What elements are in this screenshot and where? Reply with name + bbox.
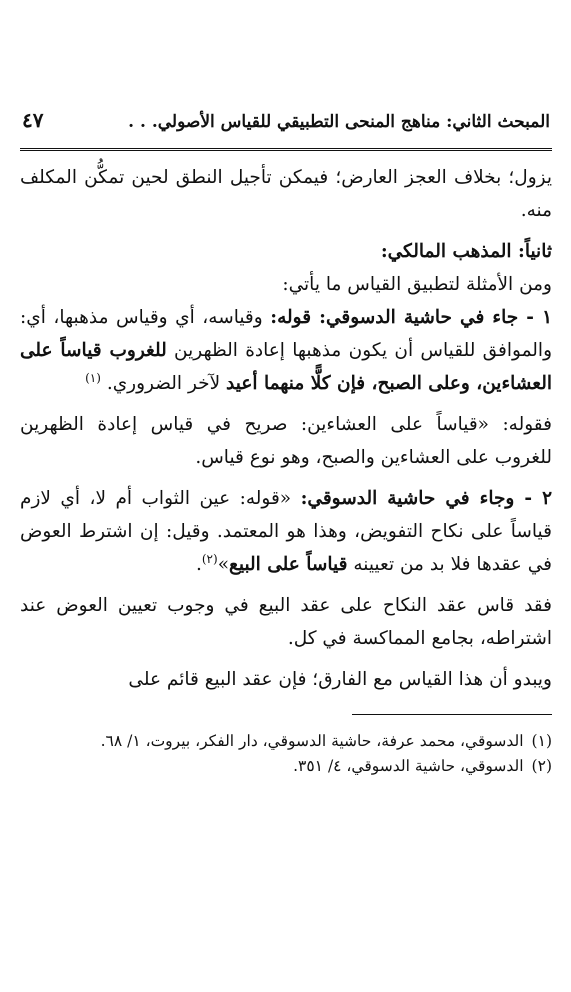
- footnotes: [20, 729, 552, 779]
- footnote-item: [20, 729, 552, 754]
- running-header: [20, 108, 552, 142]
- footnote-rule: [352, 714, 552, 715]
- footnote-text: الدسوقي، محمد عرفة، حاشية الدسوقي، دار الفكر، بيروت، ١/ ٦٨.: [100, 732, 524, 750]
- example-1-bold: للغروب قياساً على العشاءين، وعلى الصبح، فإن كلًّا منهما أعيد: [20, 340, 552, 394]
- footnote-text: الدسوقي، حاشية الدسوقي، ٤/ ٣٥١.: [293, 757, 524, 775]
- paragraph-last: ويبدو أن هذا القياس مع الفارق؛ فإن عقد البيع قائم على: [128, 669, 552, 690]
- footnote-number: (١): [531, 732, 552, 750]
- page-body: [20, 161, 552, 696]
- header-title: المبحث الثاني: مناهج المنحى التطبيقي للقياس الأصولي. . .: [128, 112, 550, 132]
- section-title: ثانياً: المذهب المالكي:: [380, 241, 552, 262]
- footnote-number: (٢): [531, 757, 552, 775]
- example-1-lead: ١ - جاء في حاشية الدسوقي: قوله:: [270, 307, 553, 328]
- example-2-bold: قياساً على البيع: [229, 554, 348, 575]
- footnote-ref-2[interactable]: (٢): [201, 551, 218, 566]
- example-1: [20, 301, 552, 400]
- example-2-end: .: [195, 554, 202, 575]
- example-2: [20, 482, 552, 581]
- example-2-text: «قوله: عين الثواب أم لا، أي لازم قياساً على نكاح التفويض، وهذا هو المعتمد. وقيل: إن اشترط العوض في عقدها فلا بد من تعيينه: [20, 488, 552, 575]
- footnote-ref-1[interactable]: (١): [85, 370, 101, 385]
- example-2-lead: ٢ - وجاء في حاشية الدسوقي:: [300, 488, 552, 509]
- paragraph-intro: ومن الأمثلة لتطبيق القياس ما يأتي:: [282, 274, 552, 295]
- example-1-text: وقياسه، أي وقياس مذهبها، أي: والموافق للقياس أن يكون مذهبها إعادة الظهرين: [20, 307, 552, 361]
- example-1-comment: فقوله: «قياساً على العشاءين: صريح في قياس إعادة الظهرين للغروب على العشاءين والصبح، وهو نوع قياس.: [20, 414, 552, 468]
- example-2-quote-close: »: [217, 554, 230, 575]
- book-page: [20, 108, 552, 779]
- paragraph-continuation: يزول؛ بخلاف العجز العارض؛ فيمكن تأجيل النطق لحين تمكُّن المكلف منه.: [20, 167, 552, 221]
- example-1-text-end: لآخر الضروري.: [100, 373, 227, 394]
- example-2-comment: فقد قاس عقد النكاح على عقد البيع في وجوب تعيين العوض عند اشتراطه، بجامع المماكسة في كل.: [20, 595, 552, 649]
- page-number: ٤٧: [22, 108, 44, 132]
- footnote-item: [20, 754, 552, 779]
- header-rule: [20, 148, 552, 151]
